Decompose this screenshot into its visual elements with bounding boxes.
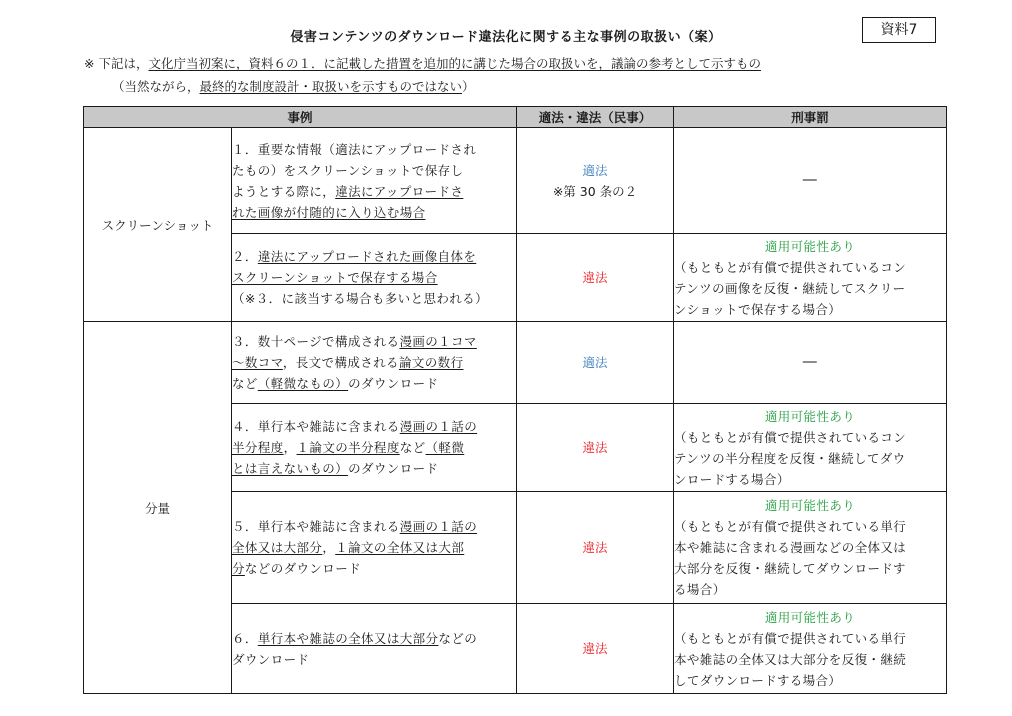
text-segment: ） <box>462 79 475 94</box>
underlined-text: １論文の半分程度 <box>296 440 400 455</box>
criminal-detail-line: る場合） <box>674 582 726 597</box>
case-line <box>232 416 516 437</box>
underlined-text: 半分程度 <box>232 440 284 455</box>
header-case: 事例 <box>84 107 517 128</box>
case-line <box>232 160 516 181</box>
case-line <box>232 181 516 202</box>
note-line-2 <box>112 78 475 96</box>
text-segment: ， <box>322 540 336 555</box>
underlined-text: 漫画の１話の <box>399 419 478 434</box>
text-segment: （当然ながら， <box>112 79 200 94</box>
page-title: 侵害コンテンツのダウンロード違法化に関する主な事例の取扱い（案） <box>290 30 722 45</box>
civil-status-cell <box>517 234 674 322</box>
underlined-text: スクリーンショットで保存する場合 <box>232 270 438 285</box>
text-segment: などの <box>438 630 478 646</box>
civil-status: 違法 <box>582 540 608 555</box>
text-segment: など <box>232 376 258 391</box>
criminal-detail-line: （もともとが有償で提供されているコン <box>674 429 907 445</box>
header-civil: 適法・違法（民事） <box>517 107 674 128</box>
civil-note: ※第 30 条の２ <box>552 183 638 199</box>
criminal-detail-line: してダウンロードする場合） <box>674 672 842 688</box>
text-segment: ダウンロード <box>232 651 310 667</box>
underlined-text: 文化庁当初案に，資料６の１．に記載した措置を追加的に講じた場合の取扱いを，議論の参考として示すもの <box>148 56 761 71</box>
text-segment: のダウンロード <box>348 376 439 391</box>
criminal-detail-line: ンショットで保存する場合） <box>674 301 842 317</box>
underlined-text: 漫画の１話の <box>399 519 478 534</box>
text-segment: １．重要な情報（適法にアップロードされ <box>232 141 477 157</box>
cases-table <box>83 106 947 694</box>
note-line-1 <box>84 55 761 73</box>
criminal-status: 適用可能性あり <box>764 609 856 625</box>
civil-status-cell <box>517 604 674 694</box>
case-cell <box>232 492 517 604</box>
table-row <box>84 128 947 234</box>
case-line <box>232 352 516 373</box>
criminal-status: 適用可能性あり <box>764 498 856 513</box>
criminal-detail-line: 本や雑誌の全体又は大部分を反復・継続 <box>674 651 907 667</box>
text-segment: ５．単行本や雑誌に含まれる <box>232 519 400 534</box>
case-line <box>232 139 516 160</box>
underlined-text: ～数コマ <box>232 355 283 370</box>
underlined-text: 全体又は大部分 <box>232 540 323 555</box>
underlined-text: 論文の数行 <box>398 355 464 370</box>
criminal-detail-line: テンツの画像を反復・継続してスクリー <box>674 280 906 296</box>
criminal-detail-line: 本や雑誌に含まれる漫画などの全体又は <box>674 540 907 555</box>
criminal-cell <box>674 492 947 604</box>
civil-status-cell <box>517 404 674 492</box>
case-cell <box>232 604 517 694</box>
document-badge: 資料7 <box>862 17 936 43</box>
text-segment: たもの）をスクリーンショットで保存し <box>232 162 464 178</box>
underlined-text: （軽微なもの） <box>257 376 349 391</box>
civil-status: 違法 <box>582 440 608 455</box>
case-line <box>232 649 516 670</box>
underlined-text: とは言えないもの） <box>232 461 349 476</box>
civil-status: 違法 <box>582 270 608 285</box>
criminal-cell <box>674 322 947 404</box>
criminal-detail-line: テンツの半分程度を反復・継続してダウ <box>674 450 906 466</box>
dash-mark: ― <box>802 354 818 370</box>
text-segment: などのダウンロード <box>244 561 362 576</box>
civil-status-cell <box>517 492 674 604</box>
criminal-cell <box>674 604 947 694</box>
case-cell <box>232 322 517 404</box>
case-cell <box>232 128 517 234</box>
case-line <box>232 516 516 537</box>
criminal-detail-line: ンロードする場合） <box>674 471 790 487</box>
underlined-text: １論文の全体又は大部 <box>335 540 465 555</box>
case-line <box>232 331 516 352</box>
text-segment: のダウンロード <box>348 461 439 476</box>
underlined-text: （軽微 <box>425 440 465 455</box>
case-cell <box>232 234 517 322</box>
civil-status: 違法 <box>582 641 608 656</box>
text-segment: ，長文で構成される <box>282 355 399 370</box>
criminal-cell <box>674 128 947 234</box>
case-line <box>232 558 516 579</box>
text-segment: ４．単行本や雑誌に含まれる <box>232 419 400 434</box>
civil-status: 適法 <box>582 162 608 178</box>
underlined-text: 単行本や雑誌の全体又は大部分 <box>257 630 439 646</box>
case-cell <box>232 404 517 492</box>
category-cell: スクリーンショット <box>84 128 232 322</box>
case-line <box>232 267 516 288</box>
text-segment: ， <box>283 440 297 455</box>
criminal-cell <box>674 234 947 322</box>
header-criminal: 刑事罰 <box>674 107 947 128</box>
text-segment: ６． <box>232 630 258 646</box>
text-segment: ようとする際に， <box>232 183 336 199</box>
text-segment: ３．数十ページで構成される <box>232 334 400 349</box>
criminal-cell <box>674 404 947 492</box>
category-cell: 分量 <box>84 322 232 694</box>
text-segment: （※３．に該当する場合も多いと思われる） <box>232 291 488 306</box>
underlined-text: 最終的な制度設計・取扱いを示すものではない <box>199 79 463 94</box>
case-line <box>232 288 516 309</box>
table-header-row <box>84 107 947 128</box>
underlined-text: 違法にアップロードさ <box>335 183 464 199</box>
case-line <box>232 373 516 394</box>
criminal-detail-line: （もともとが有償で提供されているコン <box>674 259 907 275</box>
criminal-detail-line: （もともとが有償で提供されている単行 <box>674 630 907 646</box>
dash-mark: ― <box>802 172 818 188</box>
criminal-status: 適用可能性あり <box>764 238 856 254</box>
table-row <box>84 322 947 404</box>
underlined-text: 違法にアップロードされた画像自体を <box>257 249 477 264</box>
text-segment: ２． <box>232 249 258 264</box>
case-line <box>232 437 516 458</box>
civil-status: 適法 <box>582 355 608 370</box>
case-line <box>232 628 516 649</box>
criminal-status: 適用可能性あり <box>764 408 856 424</box>
criminal-detail-line: （もともとが有償で提供されている単行 <box>674 519 907 534</box>
text-segment: ※ 下記は， <box>84 56 149 71</box>
case-line <box>232 246 516 267</box>
criminal-detail-line: 大部分を反復・継続してダウンロードす <box>674 561 906 576</box>
civil-status-cell <box>517 322 674 404</box>
case-line <box>232 537 516 558</box>
underlined-text: れた画像が付随的に入り込む場合 <box>232 204 426 220</box>
underlined-text: 漫画の１コマ <box>399 334 477 349</box>
case-line <box>232 458 516 479</box>
text-segment: など <box>399 440 426 455</box>
civil-status-cell <box>517 128 674 234</box>
case-line <box>232 202 516 223</box>
underlined-text: 分 <box>232 561 245 576</box>
